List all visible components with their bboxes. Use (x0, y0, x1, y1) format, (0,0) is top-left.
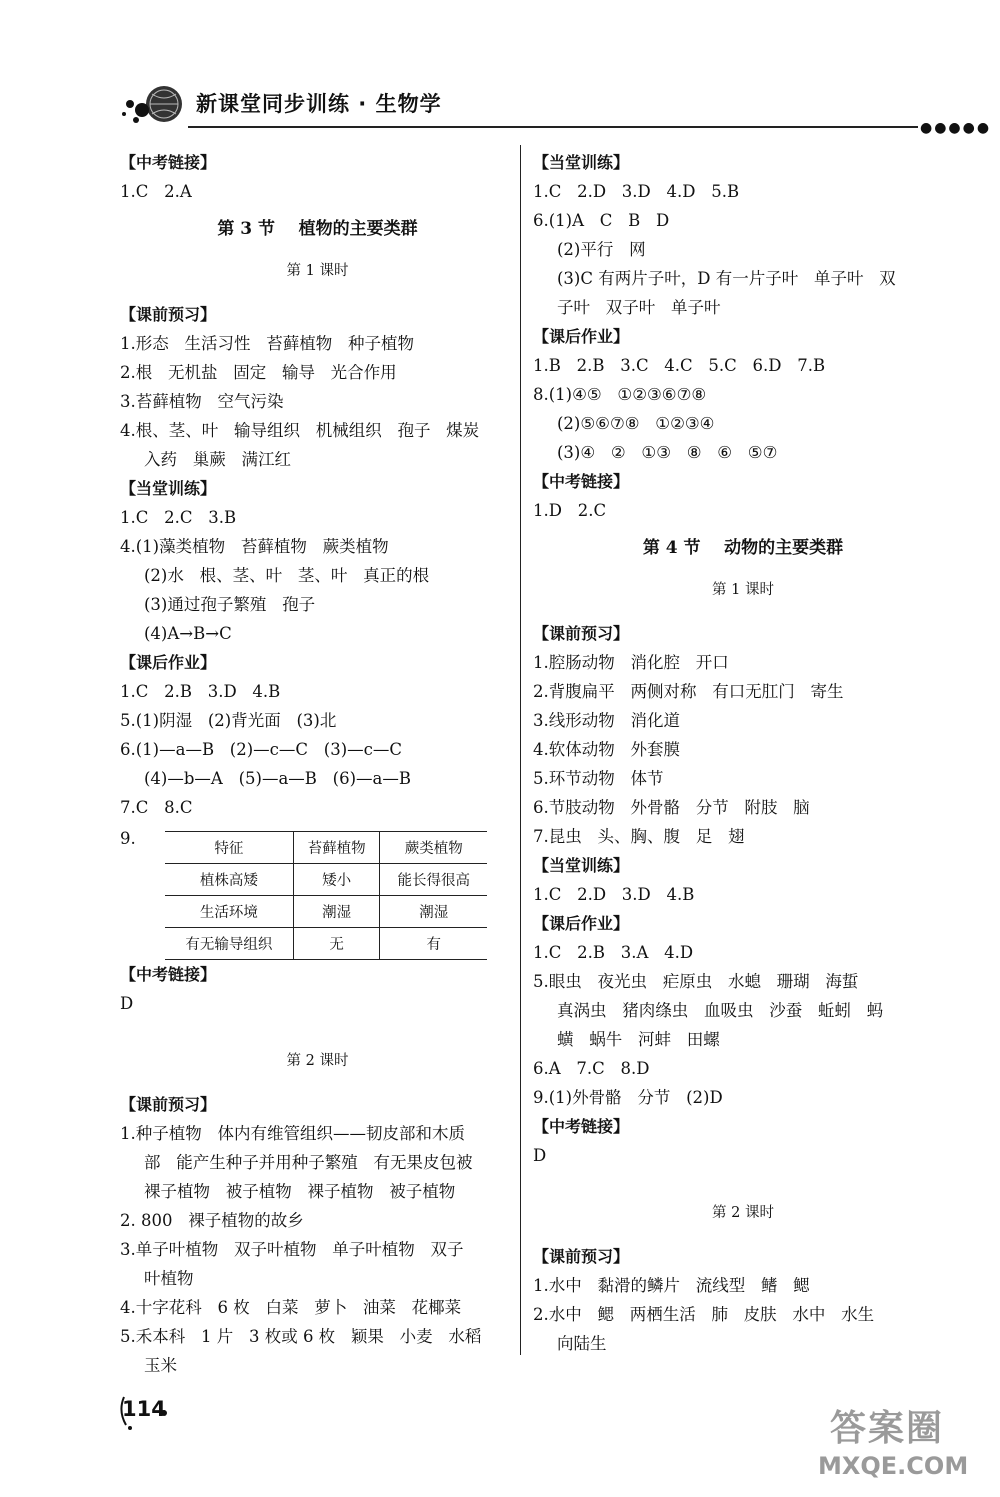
lesson-title: 第 2 课时 (286, 1053, 349, 1069)
column-divider (520, 145, 521, 1355)
section-heading: 【课前预习】 (120, 305, 217, 324)
answer-line: (4)A→B→C (144, 624, 232, 643)
watermark-url: MXQE.COM (818, 1452, 969, 1480)
answer-line: 2.根 无机盐 固定 输导 光合作用 (120, 363, 397, 382)
answer-line: 1.C 2.C 3.B (120, 508, 237, 527)
answer-line: 子叶 双子叶 单子叶 (557, 298, 721, 317)
answer-line: 6.(1)A C B D (533, 211, 670, 230)
answer-line: 5.环节动物 体节 (533, 769, 664, 788)
answer-line: 蟥 蜗牛 河蚌 田螺 (557, 1030, 720, 1049)
answer-line: 7.C 8.C (120, 798, 193, 817)
question-number: 9. (120, 829, 136, 848)
right-column (533, 148, 953, 1358)
page-number: 114 (122, 1397, 166, 1421)
section-heading: 【中考链接】 (120, 153, 217, 172)
header-rule (188, 126, 918, 128)
answer-line: 6.节肢动物 外骨骼 分节 附肢 脑 (533, 798, 810, 817)
answer-line: (2)水 根、茎、叶 茎、叶 真正的根 (144, 566, 430, 585)
section-heading: 【课后作业】 (120, 653, 217, 672)
table-row (165, 864, 487, 896)
answer-line: 6.(1)—a—B (2)—c—C (3)—c—C (120, 740, 403, 759)
table-cell: 无 (293, 928, 380, 960)
answer-line: 2.背腹扁平 两侧对称 有口无肛门 寄生 (533, 682, 844, 701)
section-heading: 【课后作业】 (533, 327, 630, 346)
watermark-text: 答案圈 (830, 1408, 945, 1449)
answer-line: 1.C 2.B 3.D 4.B (120, 682, 281, 701)
answer-line: 4.根、茎、叶 输导组织 机械组织 孢子 煤炭 (120, 421, 480, 440)
table-cell: 矮小 (293, 864, 380, 896)
table-cell: 蕨类植物 (380, 832, 487, 864)
table-cell: 特征 (165, 832, 293, 864)
answer-line: (2)平行 网 (557, 240, 646, 259)
answer-line: 2. 800 裸子植物的故乡 (120, 1211, 304, 1230)
table-cell: 有无输导组织 (165, 928, 293, 960)
answer-line: 3.线形动物 消化道 (533, 711, 680, 730)
answer-line: 1.D 2.C (533, 501, 607, 520)
answer-line: 部 能产生种子并用种子繁殖 有无果皮包被 (144, 1153, 473, 1172)
table-cell: 潮湿 (293, 896, 380, 928)
answer-line: 5.眼虫 夜光虫 疟原虫 水螅 珊瑚 海蜇 (533, 972, 859, 991)
book-logo-icon (120, 84, 188, 128)
section-heading: 【课后作业】 (533, 914, 630, 933)
answer-line: 4.十字花科 6 枚 白菜 萝卜 油菜 花椰菜 (120, 1298, 462, 1317)
answer-line: 1.水中 黏滑的鳞片 流线型 鳍 鳃 (533, 1276, 810, 1295)
table-cell: 生活环境 (165, 896, 293, 928)
page-number-badge (118, 1393, 170, 1431)
table-cell: 能长得很高 (380, 864, 487, 896)
table-cell: 有 (380, 928, 487, 960)
answer-line: 1.腔肠动物 消化腔 开口 (533, 653, 729, 672)
answer-line: 1.C 2.D 3.D 4.D 5.B (533, 182, 740, 201)
left-column (120, 148, 515, 1380)
section-heading: 【当堂训练】 (120, 479, 217, 498)
answer-line: 1.C 2.A (120, 182, 192, 201)
answer-line: 向陆生 (557, 1334, 607, 1353)
section-heading: 【中考链接】 (120, 965, 217, 984)
answer-line: 8.(1)④⑤ ①②③⑥⑦⑧ (533, 385, 707, 404)
answer-line: 1.形态 生活习性 苔藓植物 种子植物 (120, 334, 414, 353)
header-dots: ●●●●● (920, 120, 992, 136)
section-heading: 【课前预习】 (533, 1247, 630, 1266)
answer-line: 5.(1)阴湿 (2)背光面 (3)北 (120, 711, 337, 730)
answer-line: 1.C 2.B 3.A 4.D (533, 943, 694, 962)
answer-line: 7.昆虫 头、胸、腹 足 翅 (533, 827, 745, 846)
answer-line: 真涡虫 猪肉绦虫 血吸虫 沙蚕 蚯蚓 蚂 (557, 1001, 884, 1020)
answer-line: 裸子植物 被子植物 裸子植物 被子植物 (144, 1182, 456, 1201)
lesson-title: 第 1 课时 (712, 582, 774, 598)
table-row (165, 832, 487, 864)
answer-line: D (533, 1146, 547, 1165)
answer-line: 2.水中 鳃 两栖生活 肺 皮肤 水中 水生 (533, 1305, 875, 1324)
answer-line: 6.A 7.C 8.D (533, 1059, 650, 1078)
answer-line: 玉米 (144, 1356, 177, 1375)
answer-line: D (120, 994, 134, 1013)
table-cell: 潮湿 (380, 896, 487, 928)
answer-line: 1.C 2.D 3.D 4.B (533, 885, 695, 904)
answer-line: (3)C 有两片子叶，D 有一片子叶 单子叶 双 (557, 269, 896, 288)
section-heading: 【课前预习】 (533, 624, 630, 643)
question-9 (120, 828, 515, 960)
table-row (165, 928, 487, 960)
answer-line: 4.(1)藻类植物 苔藓植物 蕨类植物 (120, 537, 389, 556)
answer-line: (4)—b—A (5)—a—B (6)—a—B (144, 769, 411, 788)
answer-line: (3)④ ② ①③ ⑧ ⑥ ⑤⑦ (557, 443, 778, 462)
lesson-title: 第 2 课时 (712, 1205, 774, 1221)
answer-line: 1.B 2.B 3.C 4.C 5.C 6.D 7.B (533, 356, 826, 375)
answer-line: 1.种子植物 体内有维管组织——韧皮部和木质 (120, 1124, 465, 1143)
comparison-table (165, 831, 487, 960)
table-row (165, 896, 487, 928)
lesson-title: 第 1 课时 (286, 263, 349, 279)
section-heading: 【当堂训练】 (533, 856, 630, 875)
section-title: 第 3 节 植物的主要类群 (217, 219, 418, 239)
answer-line: (3)通过孢子繁殖 孢子 (144, 595, 316, 614)
answer-line: 3.苔藓植物 空气污染 (120, 392, 284, 411)
section-heading: 【课前预习】 (120, 1095, 217, 1114)
answer-line: 9.(1)外骨骼 分节 (2)D (533, 1088, 723, 1107)
answer-line: 3.单子叶植物 双子叶植物 单子叶植物 双子 (120, 1240, 464, 1259)
section-heading: 【当堂训练】 (533, 153, 630, 172)
answer-line: 叶植物 (144, 1269, 194, 1288)
answer-line: (2)⑤⑥⑦⑧ ①②③④ (557, 414, 715, 433)
section-title: 第 4 节 动物的主要类群 (642, 538, 844, 558)
section-heading: 【中考链接】 (533, 472, 630, 491)
table-cell: 植株高矮 (165, 864, 293, 896)
answer-line: 入药 巢蕨 满江红 (144, 450, 291, 469)
section-heading: 【中考链接】 (533, 1117, 630, 1136)
page-header (120, 78, 992, 138)
table-cell: 苔藓植物 (293, 832, 380, 864)
book-title: 新课堂同步训练 · 生物学 (196, 92, 442, 116)
answer-line: 5.禾本科 1 片 3 枚或 6 枚 颖果 小麦 水稻 (120, 1327, 482, 1346)
answer-line: 4.软体动物 外套膜 (533, 740, 680, 759)
